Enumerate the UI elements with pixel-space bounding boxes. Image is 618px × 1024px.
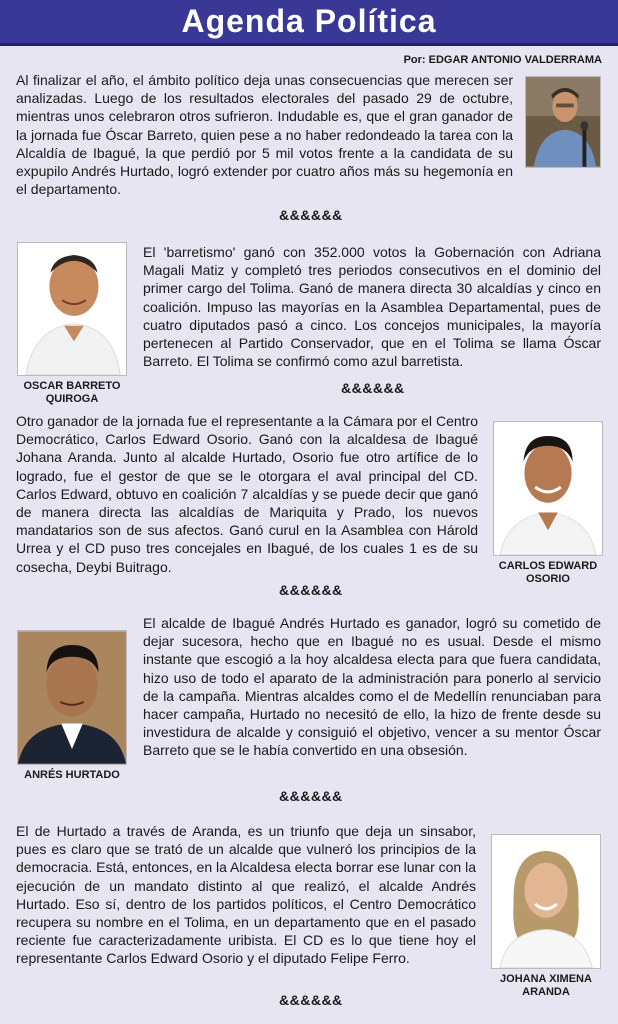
osorio-photo bbox=[493, 421, 603, 556]
author-photo bbox=[525, 76, 601, 168]
section-separator: &&&&&& bbox=[279, 582, 343, 598]
caption-barreto: OSCAR BARRETO QUIROGA bbox=[23, 380, 121, 405]
caption-hurtado: ANRÉS HURTADO bbox=[24, 769, 120, 781]
author-byline: Por: EDGAR ANTONIO VALDERRAMA bbox=[403, 54, 602, 66]
aranda-portrait-icon bbox=[492, 835, 600, 968]
hurtado-photo bbox=[17, 630, 127, 765]
section-separator: &&&&&& bbox=[279, 788, 343, 804]
paragraph-hurtado: El alcalde de Ibagué Andrés Hurtado es ganador, logró su cometido de dejar sucesora, hecho que en Ibagué no es usual. Desde el mismo instante que escogió a la hoy alcaldesa electa para que fuera candidata, hizo uso de todo el aparato de la administración para ponerlo al servicio de la campaña. Mientras alcaldes como el de Medellín renunciaban para hacer campaña, Hurtado no necesitó de ello, la hizo de frente desde su investidura de alcalde y consiguió el objetivo, vencer a su mentor Óscar Barreto que se le había convertido en una obsesión. bbox=[143, 615, 601, 759]
paragraph-osorio: Otro ganador de la jornada fue el representante a la Cámara por el Centro Democrático, Carlos Edward Osorio. Ganó con la alcaldesa de Ibagué Johana Aranda. Junto al alcalde Hurtado, Osorio fue otro artífice de lo logrado, fue el gestor de que se le otorgara el aval principal del CD. Carlos Edward, obtuvo en coalición 7 alcaldías y se puede decir que ganó de manera directa las alcaldías de Mariquita y Prado, los nuevos mandatarios son de sus afectos. Ganó curul en la Asamblea con Hárold Urrea y el CD puso tres concejales en Ibagué, de los cuales 1 es de su cosecha, Deybi Buitrago. bbox=[16, 413, 478, 575]
paragraph-barreto: El 'barretismo' ganó con 352.000 votos la Gobernación con Adriana Magali Matiz y completó tres periodos consecutivos en el dominio del primer cargo del Tolima. Ganó de manera directa 30 alcaldías y cinco en coalición. Impuso las mayorías en la Asamblea Departamental, pues de cuatro diputados pasó a cinco. Los concejos municipales, la mayoría pertenecen al Partido Conservador, que en el Tolima se llama Óscar Barreto. El Tolima se confirmó como azul barretista. bbox=[143, 244, 601, 370]
title-banner bbox=[0, 0, 618, 46]
hurtado-portrait-icon bbox=[18, 631, 126, 764]
paragraph-intro: Al finalizar el año, el ámbito político deja unas consecuencias que merecen ser analizadas. Luego de los resultados electorales del pasado 29 de octubre, mientras unos celebraron otros sufrieron. Indudable es, que el gran ganador de la jornada fue Óscar Barreto, quien pese a no haber redondeado la tarea con la Alcaldía de Ibagué, la que perdió por 5 mil votos frente a la candidata de su expupilo Andrés Hurtado, logró extender por cuatro años más su hegemonía en el departamento. bbox=[16, 72, 513, 198]
barreto-portrait-icon bbox=[18, 243, 126, 375]
page-title: Agenda Política bbox=[181, 3, 437, 39]
section-separator: &&&&&& bbox=[279, 992, 343, 1008]
author-portrait-icon bbox=[526, 77, 600, 167]
osorio-portrait-icon bbox=[494, 422, 602, 555]
section-separator: &&&&&& bbox=[279, 207, 343, 223]
paragraph-aranda: El de Hurtado a través de Aranda, es un triunfo que deja un sinsabor, pues es claro que se trató de un alcalde que vulneró los principios de la democracia. Está, entonces, en la Alcaldesa electa borrar ese lunar con la ejecución de un mandato distinto al que realizó, el alcalde Andrés Hurtado. Eso sí, dentro de los partidos políticos, el Centro Democrático recupera su nombre en el Tolima, en un departamento que en el pasado reciente fue caracterizadamente uribista. El CD es lo que tiene hoy el representante Carlos Edward Osorio y el diputado Felipe Ferro. bbox=[16, 823, 476, 967]
barreto-photo bbox=[17, 242, 127, 376]
caption-aranda: JOHANA XIMENA ARANDA bbox=[500, 973, 592, 998]
caption-osorio: CARLOS EDWARD OSORIO bbox=[498, 560, 598, 585]
aranda-photo bbox=[491, 834, 601, 969]
section-separator: &&&&&& bbox=[341, 380, 405, 396]
